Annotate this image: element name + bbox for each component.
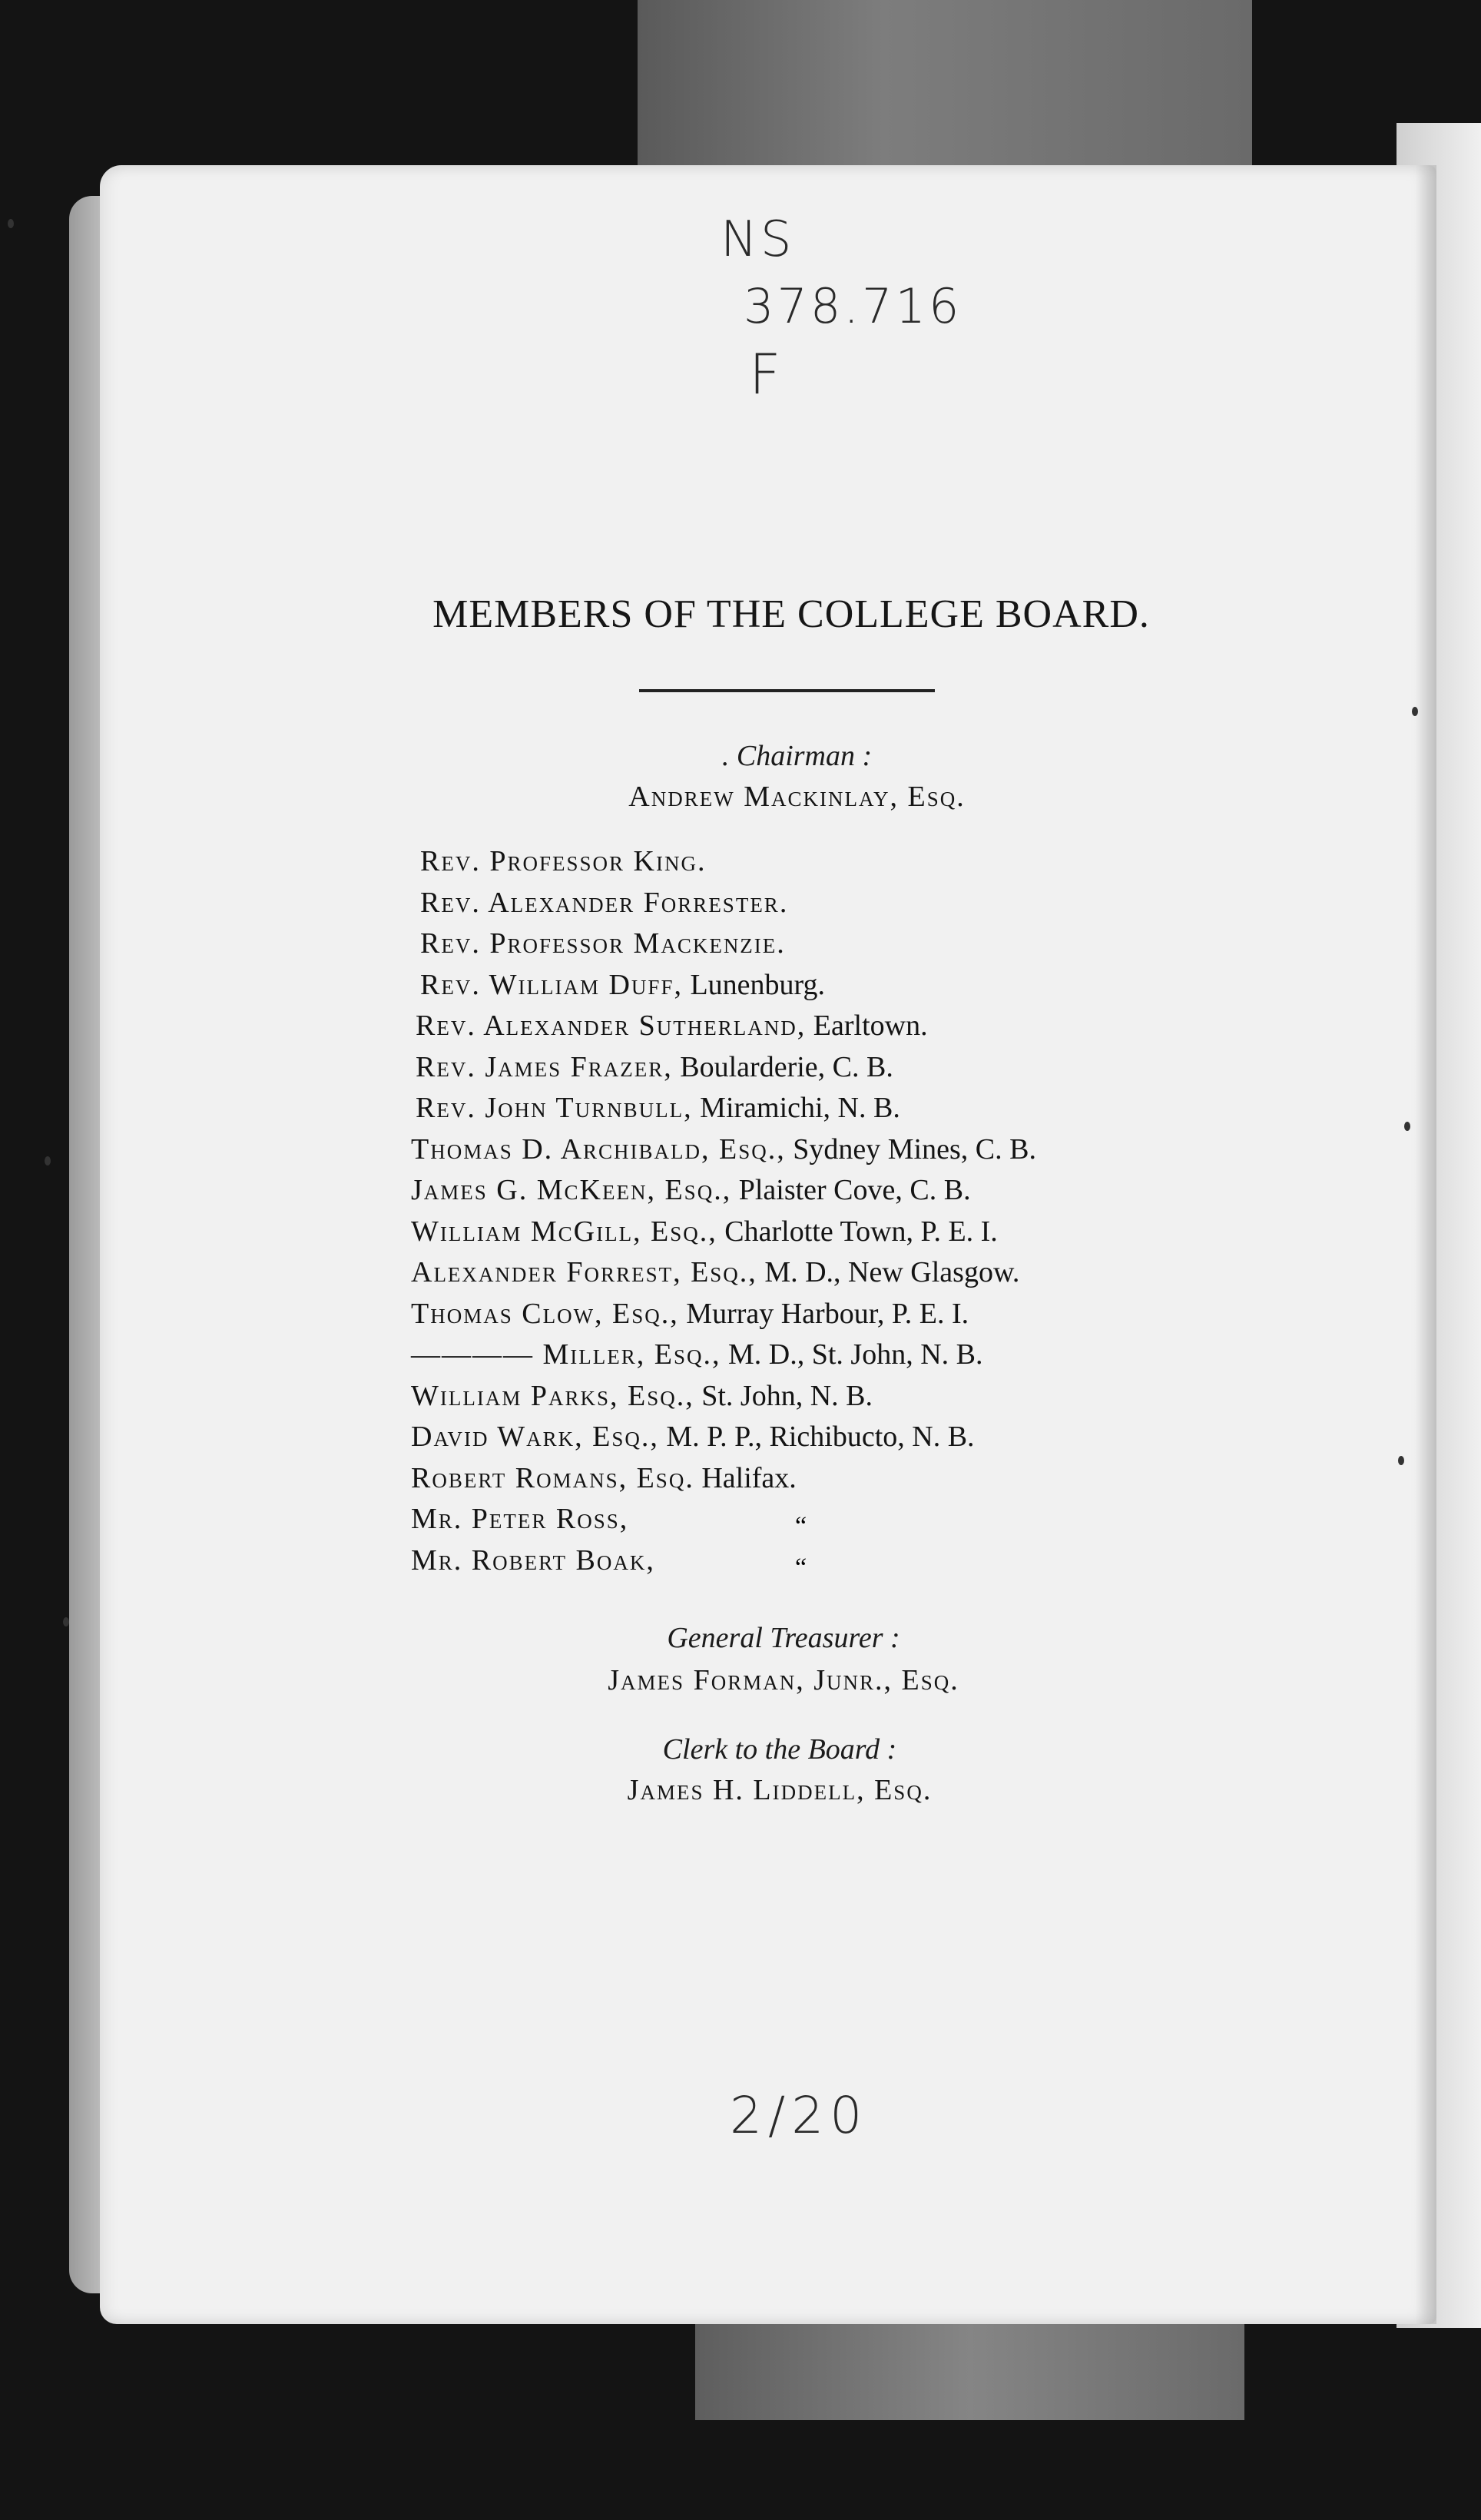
list-item <box>411 1294 1036 1335</box>
member-detail: Lunenburg. <box>682 968 826 1001</box>
member-detail: M. D., New Glasgow. <box>757 1256 1020 1288</box>
list-item <box>411 1499 1036 1540</box>
member-detail: Plaister Cove, C. B. <box>731 1174 971 1206</box>
title-rule <box>639 689 935 692</box>
handwritten-call-number: 378.716 <box>744 278 962 334</box>
member-detail: M. P. P., Richibucto, N. B. <box>658 1421 975 1453</box>
list-item <box>411 1376 1036 1418</box>
member-name: Mr. Peter Ross, <box>411 1503 629 1535</box>
paper-speck <box>1412 707 1418 716</box>
chairman-name: Andrew Mackinlay, Esq. <box>628 781 966 813</box>
backdrop-strip-bottom <box>695 2313 1244 2420</box>
member-detail: Miramichi, N. B. <box>692 1092 900 1124</box>
list-item <box>411 1458 1036 1500</box>
member-detail: St. John, N. B. <box>694 1379 873 1412</box>
member-name: Thomas Clow, Esq., <box>411 1297 679 1330</box>
list-item <box>416 1006 1036 1047</box>
list-item <box>411 1417 1036 1458</box>
paper-speck <box>1398 1456 1404 1465</box>
ditto-mark: “ <box>795 1553 807 1582</box>
member-detail: Halifax. <box>694 1461 797 1494</box>
clerk-name: James H. Liddell, Esq. <box>627 1774 933 1806</box>
list-item <box>411 1252 1036 1294</box>
list-item <box>420 841 1036 883</box>
backdrop-strip-top <box>638 0 1252 192</box>
member-name: Rev. William Duff, <box>420 968 683 1001</box>
treasurer-heading: General Treasurer : <box>667 1622 900 1654</box>
member-detail: Boularderie, C. B. <box>672 1050 893 1083</box>
list-item <box>416 1047 1036 1089</box>
member-name: Rev. John Turnbull, <box>416 1092 693 1124</box>
member-list <box>411 841 1036 1581</box>
list-item <box>411 1129 1036 1171</box>
member-detail: M. D., St. John, N. B. <box>721 1338 983 1371</box>
list-item <box>420 883 1036 924</box>
member-name: Rev. Alexander Forrester. <box>420 886 789 919</box>
chairman-heading: . Chairman : <box>721 740 873 772</box>
member-name: Rev. James Frazer, <box>416 1050 673 1083</box>
member-name: James G. McKeen, Esq., <box>411 1174 732 1206</box>
list-item <box>411 1335 1036 1376</box>
handwritten-page-number: 2/20 <box>730 2086 869 2145</box>
paper-speck <box>45 1156 51 1166</box>
paper-speck <box>1404 1122 1410 1131</box>
member-detail: Murray Harbour, P. E. I. <box>678 1297 969 1330</box>
member-detail: Earltown. <box>806 1010 928 1042</box>
member-name: Robert Romans, Esq. <box>411 1461 694 1494</box>
clerk-heading: Clerk to the Board : <box>662 1733 897 1766</box>
handwritten-collection-code: NS <box>721 211 795 268</box>
page-fold-shading <box>1415 165 1436 2324</box>
handwritten-cutter-letter: F <box>749 342 784 406</box>
member-name: Thomas D. Archibald, Esq., <box>411 1132 786 1166</box>
list-item <box>411 1212 1036 1253</box>
list-item <box>411 1170 1036 1212</box>
member-name: David Wark, Esq., <box>411 1421 659 1453</box>
list-item <box>420 965 1036 1006</box>
member-name: Alexander Forrest, Esq., <box>411 1256 757 1288</box>
list-item <box>420 923 1036 965</box>
member-name: William Parks, Esq., <box>411 1379 694 1412</box>
ditto-mark: “ <box>795 1512 807 1540</box>
member-name: Rev. Alexander Sutherland, <box>416 1010 807 1042</box>
member-detail: Sydney Mines, C. B. <box>785 1132 1036 1166</box>
member-name: Rev. Professor Mackenzie. <box>420 927 786 960</box>
member-name: Rev. Professor King. <box>420 845 707 877</box>
member-name: ———— Miller, Esq., <box>411 1338 721 1371</box>
page-title: MEMBERS OF THE COLLEGE BOARD. <box>432 592 1150 636</box>
paper-speck <box>63 1617 69 1626</box>
treasurer-name: James Forman, Junr., Esq. <box>608 1664 959 1696</box>
member-detail: Charlotte Town, P. E. I. <box>717 1215 998 1248</box>
list-item <box>416 1088 1036 1129</box>
member-name: William McGill, Esq., <box>411 1215 717 1248</box>
member-name: Mr. Robert Boak, <box>411 1544 655 1577</box>
list-item <box>411 1540 1036 1582</box>
paper-speck <box>8 219 14 228</box>
